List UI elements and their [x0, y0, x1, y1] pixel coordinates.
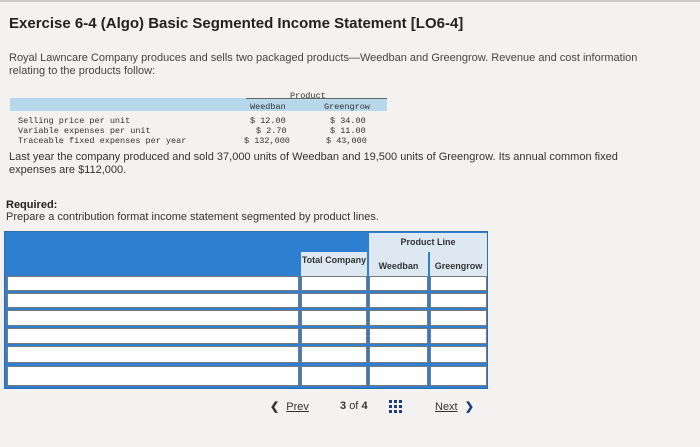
weedban-variable-expenses: $ 2.70: [256, 126, 287, 136]
greengrow-input-4[interactable]: [430, 328, 487, 344]
row-label-variable-expenses: Variable expenses per unit: [18, 126, 151, 136]
label-input-6[interactable]: [7, 366, 299, 386]
weedban-input-3[interactable]: [369, 310, 428, 326]
weedban-traceable-fixed: $ 132,000: [244, 136, 290, 146]
required-text: Prepare a contribution format income statement segmented by product lines.: [6, 211, 379, 223]
problem-paragraph: Last year the company produced and sold 37,000 units of Weedban and 19,500 units of Greengrow. Its annual common fixed expenses are $112,000.: [9, 151, 618, 176]
total-input-2[interactable]: [301, 293, 367, 308]
label-input-5[interactable]: [7, 346, 299, 363]
next-button[interactable]: [435, 400, 474, 413]
weedban-input-1[interactable]: [369, 276, 428, 291]
greengrow-header: Greengrow: [430, 252, 487, 280]
greengrow-input-3[interactable]: [430, 310, 487, 326]
total-input-5[interactable]: [301, 346, 367, 363]
income-statement-grid: [4, 231, 488, 389]
page-of: of: [349, 400, 359, 412]
greengrow-input-2[interactable]: [430, 293, 487, 308]
chevron-right-icon: ❯: [464, 401, 474, 413]
total-company-label: Total Company: [301, 255, 367, 265]
weedban-input-5[interactable]: [369, 346, 428, 363]
page-indicator: [340, 400, 368, 412]
chevron-left-icon: ❮: [270, 401, 280, 413]
total-input-3[interactable]: [301, 310, 367, 326]
row-label-selling-price: Selling price per unit: [18, 116, 131, 126]
greengrow-input-5[interactable]: [430, 346, 487, 363]
col-header-greengrow: Greengrow: [324, 102, 370, 112]
greengrow-input-6[interactable]: [430, 366, 487, 386]
next-label: Next: [435, 401, 458, 413]
label-input-2[interactable]: [7, 293, 299, 308]
label-input-4[interactable]: [7, 328, 299, 344]
label-input-1[interactable]: [7, 276, 299, 291]
exercise-title: Exercise 6-4 (Algo) Basic Segmented Income Statement [LO6-4]: [9, 15, 464, 32]
top-divider: [0, 0, 700, 2]
weedban-input-6[interactable]: [369, 366, 428, 386]
prev-button[interactable]: [270, 400, 309, 413]
total-input-4[interactable]: [301, 328, 367, 344]
page-current: 3: [340, 400, 347, 412]
exercise-intro: Royal Lawncare Company produces and sells two packaged products—Weedban and Greengrow. Revenue and cost information relating to the products follow:: [9, 52, 638, 77]
weedban-input-2[interactable]: [369, 293, 428, 308]
required-heading: Required:: [6, 199, 58, 211]
row-label-traceable-fixed: Traceable fixed expenses per year: [18, 136, 187, 146]
label-input-3[interactable]: [7, 310, 299, 326]
greengrow-input-1[interactable]: [430, 276, 487, 291]
col-header-weedban: Weedban: [250, 102, 286, 112]
page-total: 4: [361, 400, 368, 412]
greengrow-traceable-fixed: $ 43,000: [326, 136, 367, 146]
prev-label: Prev: [286, 401, 309, 413]
weedban-input-4[interactable]: [369, 328, 428, 344]
total-input-6[interactable]: [301, 366, 367, 386]
greengrow-selling-price: $ 34.00: [330, 116, 366, 126]
weedban-header: Weedban: [369, 252, 428, 280]
weedban-selling-price: $ 12.00: [250, 116, 286, 126]
grid-icon-svg: [389, 400, 403, 414]
product-group-header: Product: [290, 91, 326, 101]
grid-icon[interactable]: [389, 400, 403, 417]
greengrow-variable-expenses: $ 11.00: [330, 126, 366, 136]
product-line-header: Product Line: [369, 233, 487, 252]
total-input-1[interactable]: [301, 276, 367, 291]
